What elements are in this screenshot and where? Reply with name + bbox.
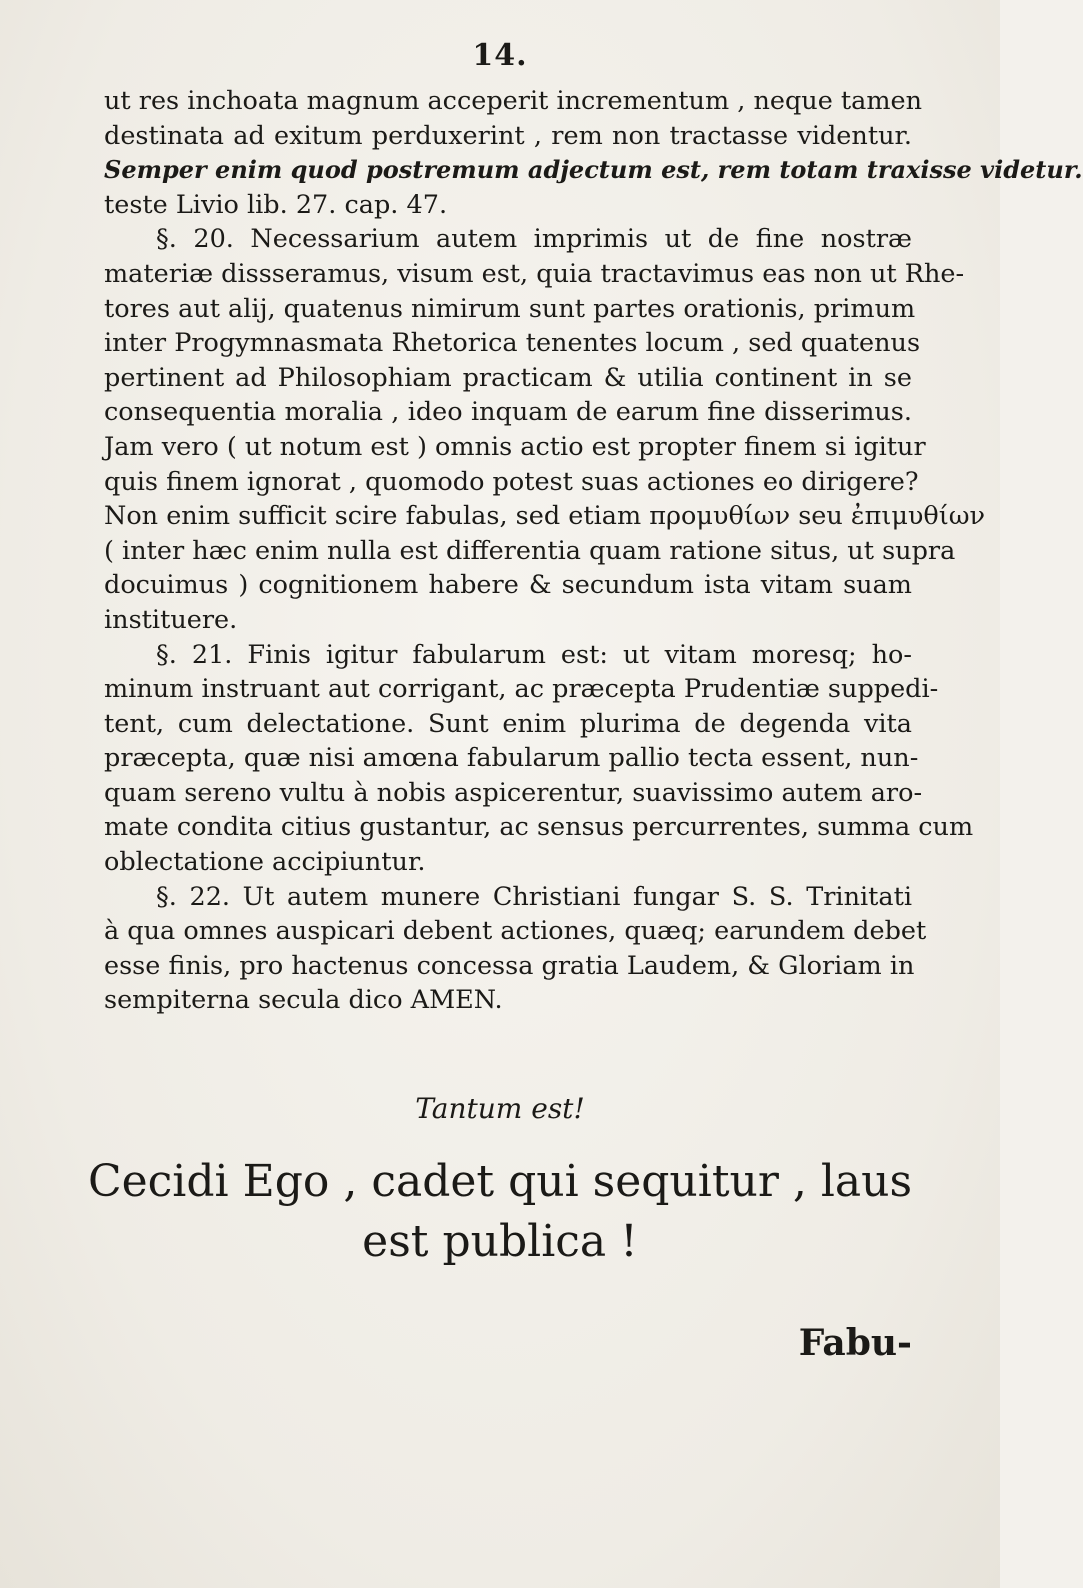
tantum-est-line: Tantum est! — [415, 1092, 585, 1125]
catchword: Fabu- — [798, 1322, 912, 1364]
text-line: præcepta, quæ nisi amœna fabularum pallio tecta essent, nun- — [104, 743, 919, 774]
text-line: esse finis, pro hactenus concessa gratia Laudem, & Gloriam in — [104, 950, 915, 981]
section-21-heading-line: §. 21. Finis igitur fabularum est: ut vitam moresq; ho- — [156, 639, 912, 670]
text-line: sempiterna secula dico AMEN. — [104, 985, 503, 1016]
closing-motto-line-2: est publica ! — [362, 1216, 638, 1267]
text-line: materiæ dissseramus, visum est, quia tractavimus eas non ut Rhe- — [104, 258, 965, 289]
section-22-heading-line: §. 22. Ut autem munere Christiani fungar S. S. Trinitati — [156, 881, 912, 912]
body-text — [104, 84, 1083, 1018]
text-line: pertinent ad Philosophiam practicam & utilia continent in se — [104, 362, 912, 393]
text-line: quis finem ignorat , quomodo potest suas actiones eo dirigere? — [104, 466, 919, 497]
text-line: tores aut alij, quatenus nimirum sunt partes orationis, primum — [104, 293, 916, 324]
text-line: minum instruant aut corrigant, ac præcepta Prudentiæ suppedi- — [104, 674, 939, 705]
text-line: instituere. — [104, 604, 238, 635]
text-line: inter Progymnasmata Rhetorica tenentes locum , sed quatenus — [104, 328, 921, 359]
text-line: docuimus ) cognitionem habere & secundum ista vitam suam — [104, 570, 912, 601]
text-line: oblectatione accipiuntur. — [104, 847, 426, 878]
closing-motto — [0, 1152, 1000, 1272]
text-line: ( inter hæc enim nulla est differentia quam ratione situs, ut supra — [104, 535, 956, 566]
closing-motto-line-1: Cecidi Ego , cadet qui sequitur , laus — [87, 1156, 913, 1207]
text-line: Non enim sufficit scire fabulas, sed etiam προμυθίων seu ἐπιμυθίων — [104, 501, 986, 532]
section-20-heading-line: §. 20. Necessarium autem imprimis ut de fine nostræ — [156, 224, 912, 255]
text-line: tent, cum delectatione. Sunt enim plurima de degenda vita — [104, 708, 912, 739]
text-line: Jam vero ( ut notum est ) omnis actio est propter finem si igitur — [104, 431, 926, 462]
page-number: 14. — [472, 38, 528, 73]
text-line: ut res inchoata magnum acceperit incrementum , neque tamen — [104, 86, 923, 116]
text-line: consequentia moralia , ideo inquam de earum fine disserimus. — [104, 397, 912, 428]
text-line: quam sereno vultu à nobis aspicerentur, suavissimo autem aro- — [104, 777, 923, 808]
text-line: destinata ad exitum perduxerint , rem non tractasse videntur. — [104, 120, 912, 151]
citation-line: teste Livio lib. 27. cap. 47. — [104, 189, 448, 220]
quotation-line: Semper enim quod postremum adjectum est, rem totam traxisse videtur. — [104, 155, 1083, 185]
text-line: à qua omnes auspicari debent actiones, quæq; earundem debet — [104, 916, 927, 947]
text-line: mate condita citius gustantur, ac sensus percurrentes, summa cum — [104, 812, 974, 843]
